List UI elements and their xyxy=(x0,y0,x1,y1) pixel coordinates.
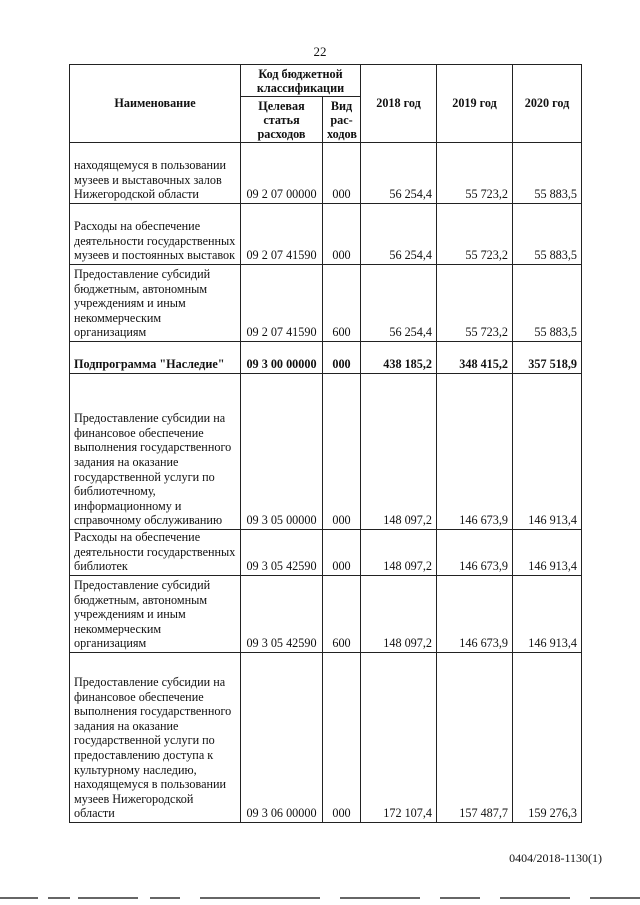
column-header-2019: 2019 год xyxy=(437,65,513,143)
table-row xyxy=(70,653,582,823)
row-target-code: 09 2 07 41590 xyxy=(241,265,323,342)
row-name: Подпрограмма "Наследие" xyxy=(70,342,241,374)
row-value-2018: 148 097,2 xyxy=(361,374,437,530)
row-value-2019: 348 415,2 xyxy=(437,342,513,374)
row-value-2018: 56 254,4 xyxy=(361,143,437,204)
row-value-2019: 55 723,2 xyxy=(437,204,513,265)
column-header-target: Целевая статья расходов xyxy=(241,97,323,143)
table-row xyxy=(70,204,582,265)
row-value-2019: 55 723,2 xyxy=(437,265,513,342)
row-target-code: 09 3 05 42590 xyxy=(241,576,323,653)
row-name: Расходы на обеспечение деятельности государственных музеев и постоянных выставок xyxy=(70,204,241,265)
row-value-2020: 55 883,5 xyxy=(513,265,582,342)
row-value-2018: 148 097,2 xyxy=(361,576,437,653)
column-header-code-group: Код бюджетной классификации xyxy=(241,65,361,97)
table-row-subprogram xyxy=(70,342,582,374)
column-header-2020: 2020 год xyxy=(513,65,582,143)
budget-table xyxy=(69,64,582,823)
row-type-code: 000 xyxy=(323,204,361,265)
row-value-2020: 146 913,4 xyxy=(513,530,582,576)
row-value-2018: 438 185,2 xyxy=(361,342,437,374)
row-value-2018: 148 097,2 xyxy=(361,530,437,576)
column-header-name: Наименование xyxy=(70,65,241,143)
row-type-code: 600 xyxy=(323,265,361,342)
row-value-2020: 55 883,5 xyxy=(513,143,582,204)
row-type-code: 000 xyxy=(323,374,361,530)
row-target-code: 09 3 06 00000 xyxy=(241,653,323,823)
row-name: Предоставление субсидий бюджетным, автономным учреждениям и иным некоммерческим организациям xyxy=(70,576,241,653)
row-value-2018: 172 107,4 xyxy=(361,653,437,823)
scan-edge-marks xyxy=(0,897,640,900)
row-type-code: 000 xyxy=(323,143,361,204)
row-value-2018: 56 254,4 xyxy=(361,204,437,265)
row-target-code: 09 3 05 00000 xyxy=(241,374,323,530)
row-name: Предоставление субсидии на финансовое обеспечение выполнения государственного задания на оказание государственной услуги по библиотечному, информационному и справочному обслуживанию xyxy=(70,374,241,530)
row-value-2018: 56 254,4 xyxy=(361,265,437,342)
row-value-2019: 146 673,9 xyxy=(437,530,513,576)
row-type-code: 600 xyxy=(323,576,361,653)
row-value-2019: 157 487,7 xyxy=(437,653,513,823)
row-name: находящемуся в пользовании музеев и выставочных залов Нижегородской области xyxy=(70,143,241,204)
table-row xyxy=(70,530,582,576)
row-value-2019: 146 673,9 xyxy=(437,374,513,530)
document-code: 0404/2018-1130(1) xyxy=(509,851,602,865)
page-number: 22 xyxy=(313,44,327,59)
row-value-2020: 159 276,3 xyxy=(513,653,582,823)
row-type-code: 000 xyxy=(323,342,361,374)
row-type-code: 000 xyxy=(323,530,361,576)
column-header-2018: 2018 год xyxy=(361,65,437,143)
row-target-code: 09 3 05 42590 xyxy=(241,530,323,576)
row-name: Расходы на обеспечение деятельности государственных библиотек xyxy=(70,530,241,576)
row-name: Предоставление субсидии на финансовое обеспечение выполнения государственного задания на оказание государственной услуги по предоставлению доступа к культурному наследию, находящемуся в пользовании музеев Нижегородской области xyxy=(70,653,241,823)
row-target-code: 09 2 07 41590 xyxy=(241,204,323,265)
column-header-type: Вид рас-ходов xyxy=(323,97,361,143)
table-row xyxy=(70,576,582,653)
table-row xyxy=(70,143,582,204)
row-value-2019: 146 673,9 xyxy=(437,576,513,653)
row-value-2020: 55 883,5 xyxy=(513,204,582,265)
row-type-code: 000 xyxy=(323,653,361,823)
table-row xyxy=(70,374,582,530)
row-target-code: 09 2 07 00000 xyxy=(241,143,323,204)
row-value-2020: 357 518,9 xyxy=(513,342,582,374)
row-value-2020: 146 913,4 xyxy=(513,374,582,530)
row-name: Предоставление субсидий бюджетным, автономным учреждениям и иным некоммерческим организациям xyxy=(70,265,241,342)
row-value-2020: 146 913,4 xyxy=(513,576,582,653)
table-row xyxy=(70,265,582,342)
row-target-code: 09 3 00 00000 xyxy=(241,342,323,374)
row-value-2019: 55 723,2 xyxy=(437,143,513,204)
